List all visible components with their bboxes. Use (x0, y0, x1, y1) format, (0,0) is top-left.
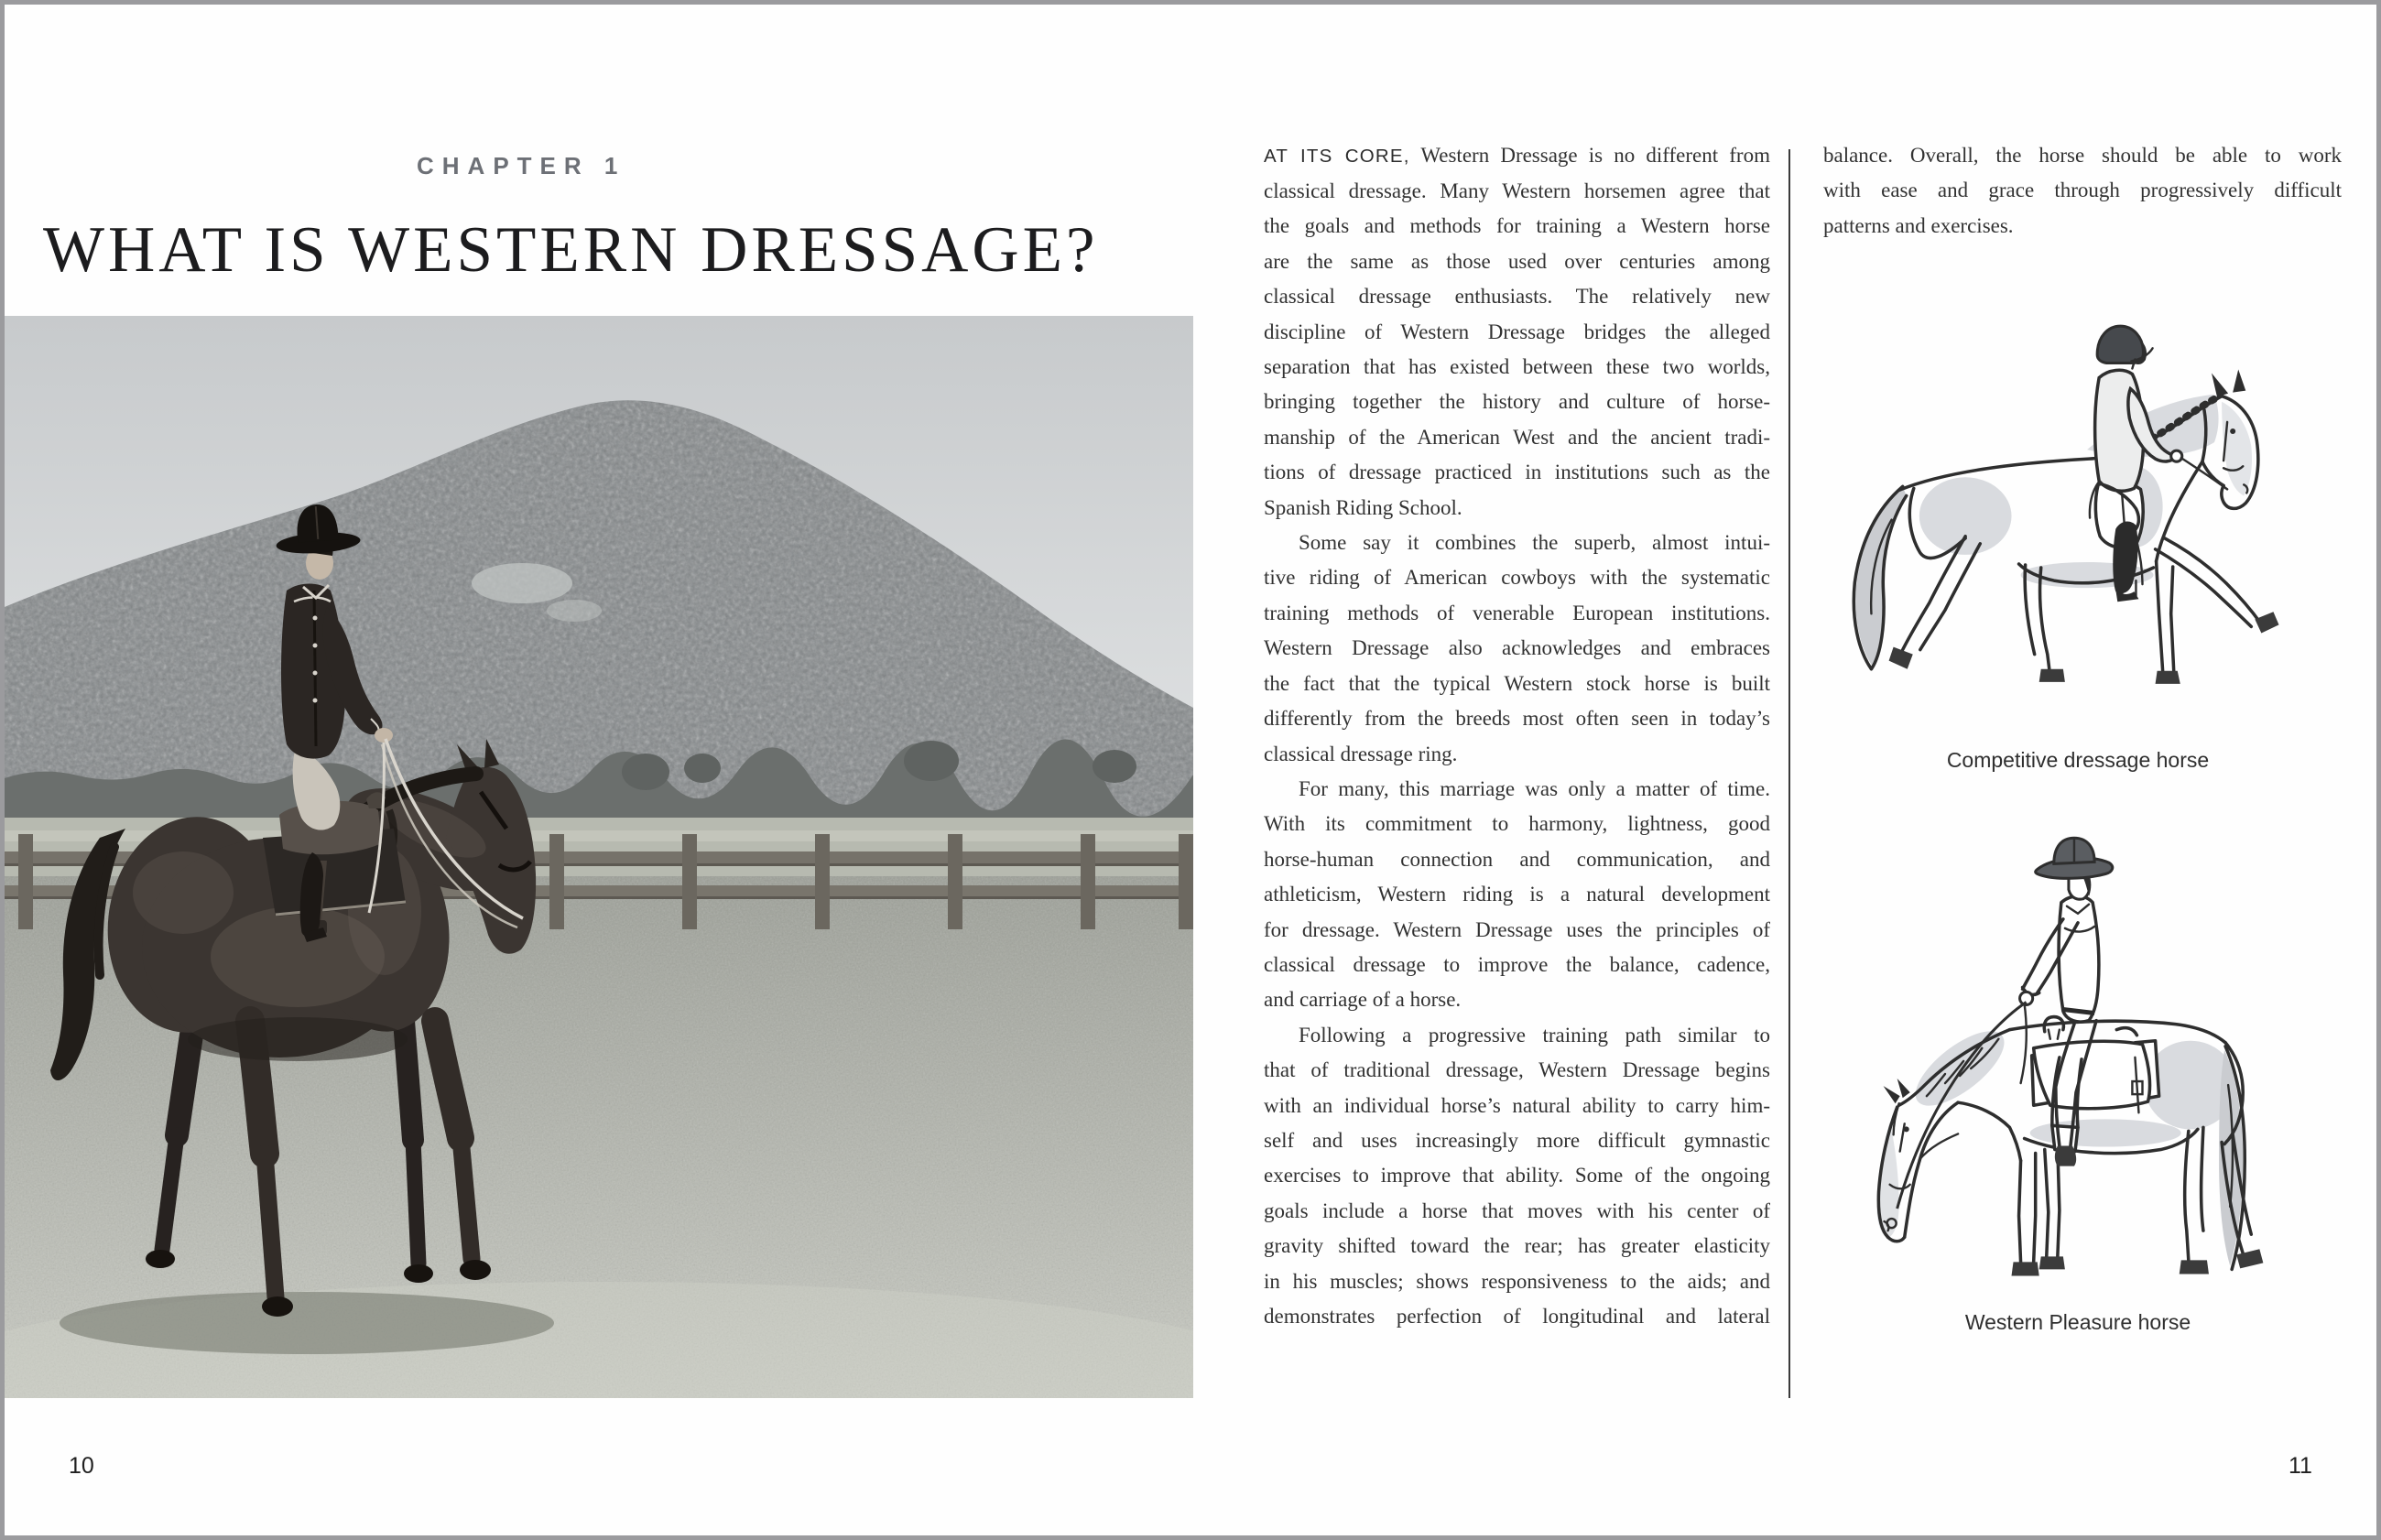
text-line: classical dressage to improve the balance, cadence, (1264, 952, 1770, 976)
text-line: self and uses increasingly more difficult gymnastic (1264, 1128, 1770, 1152)
body-text-column-2 (1823, 138, 2342, 244)
text-line: Western Dressage also acknowledges and embraces (1264, 636, 1770, 660)
text-line: with an individual horse’s natural ability to carry him- (1264, 1093, 1770, 1117)
text-line: the goals and methods for training a Western horse (1264, 214, 1770, 238)
figure-caption: Competitive dressage horse (1946, 748, 2210, 773)
text-line: tive riding of American cowboys with the systematic (1264, 566, 1770, 590)
text-line: differently from the breeds most often seen in today’s (1264, 707, 1770, 731)
text-line: AT ITS CORE, Western Dressage is no different from (1264, 144, 1770, 167)
text-line: horse-human connection and communication, and (1264, 847, 1770, 871)
figure-caption: Western Pleasure horse (1964, 1309, 2191, 1334)
text-line: classical dressage ring. (1264, 742, 1458, 765)
western-pleasure-horse-illustration (1810, 808, 2345, 1297)
body-paragraph (1823, 138, 2342, 244)
horse-and-rider-photo (5, 316, 1193, 1398)
page-number-left: 10 (69, 1453, 94, 1479)
text-line: classical dressage. Many Western horsemen agree that (1264, 179, 1770, 202)
text-line: bringing together the history and culture of horse- (1264, 390, 1770, 414)
text-line: Following a progressive training path similar to (1299, 1023, 1770, 1047)
page-number-right: 11 (2289, 1453, 2312, 1479)
text-line: goals include a horse that moves with his center of (1264, 1198, 1770, 1222)
text-line: that of traditional dressage, Western Dressage begins (1264, 1058, 1770, 1082)
body-paragraph (1264, 526, 1770, 772)
text-line: and carriage of a horse. (1264, 988, 1462, 1012)
text-line: for dressage. Western Dressage uses the principles of (1264, 917, 1770, 941)
body-paragraph (1264, 138, 1770, 526)
text-line: demonstrates perfection of longitudinal and lateral (1264, 1305, 1770, 1328)
text-line: are the same as those used over centuries among (1264, 249, 1770, 273)
body-paragraph (1264, 1018, 1770, 1335)
text-line: For many, this marriage was only a matter of time. (1299, 776, 1770, 800)
text-line: discipline of Western Dressage bridges the alleged (1264, 320, 1770, 343)
column-divider-rule (1788, 149, 1790, 1398)
text-line: in his muscles; shows responsiveness to the aids; and (1264, 1269, 1770, 1293)
text-line: Spanish Riding School. (1264, 495, 1462, 519)
text-line: with ease and grace through progressively difficult (1823, 179, 2342, 202)
text-line: separation that has existed between these two worlds, (1264, 355, 1770, 379)
body-paragraph (1264, 772, 1770, 1018)
page-title: WHAT IS WESTERN DRESSAGE? (43, 214, 1099, 286)
photo-scene (5, 316, 1193, 1398)
text-line: gravity shifted toward the rear; has greater elasticity (1264, 1234, 1770, 1258)
text-line: athleticism, Western riding is a natural development (1264, 883, 1770, 906)
text-line: the fact that the typical Western stock horse is built (1264, 671, 1770, 695)
text-line: With its commitment to harmony, lightness, good (1264, 812, 1770, 836)
text-line: balance. Overall, the horse should be able to work (1823, 144, 2342, 167)
figure-competitive-dressage (1810, 302, 2345, 773)
text-line: training methods of venerable European institutions. (1264, 601, 1770, 624)
dressage-horse-illustration (1810, 302, 2345, 735)
text-line: exercises to improve that ability. Some of the ongoing (1264, 1164, 1770, 1188)
text-line: classical dressage enthusiasts. The relatively new (1264, 285, 1770, 309)
text-line: tions of dressage practiced in institutions such as the (1264, 461, 1770, 484)
lead-in-small-caps: AT ITS CORE, (1264, 146, 1410, 167)
text-line: patterns and exercises. (1823, 213, 2014, 237)
figure-western-pleasure (1810, 808, 2345, 1335)
body-text-column-1 (1264, 138, 1770, 1334)
text-line: manship of the American West and the ancient tradi- (1264, 425, 1770, 449)
text-line: Some say it combines the superb, almost intui- (1299, 531, 1770, 555)
chapter-label: CHAPTER 1 (417, 152, 626, 179)
